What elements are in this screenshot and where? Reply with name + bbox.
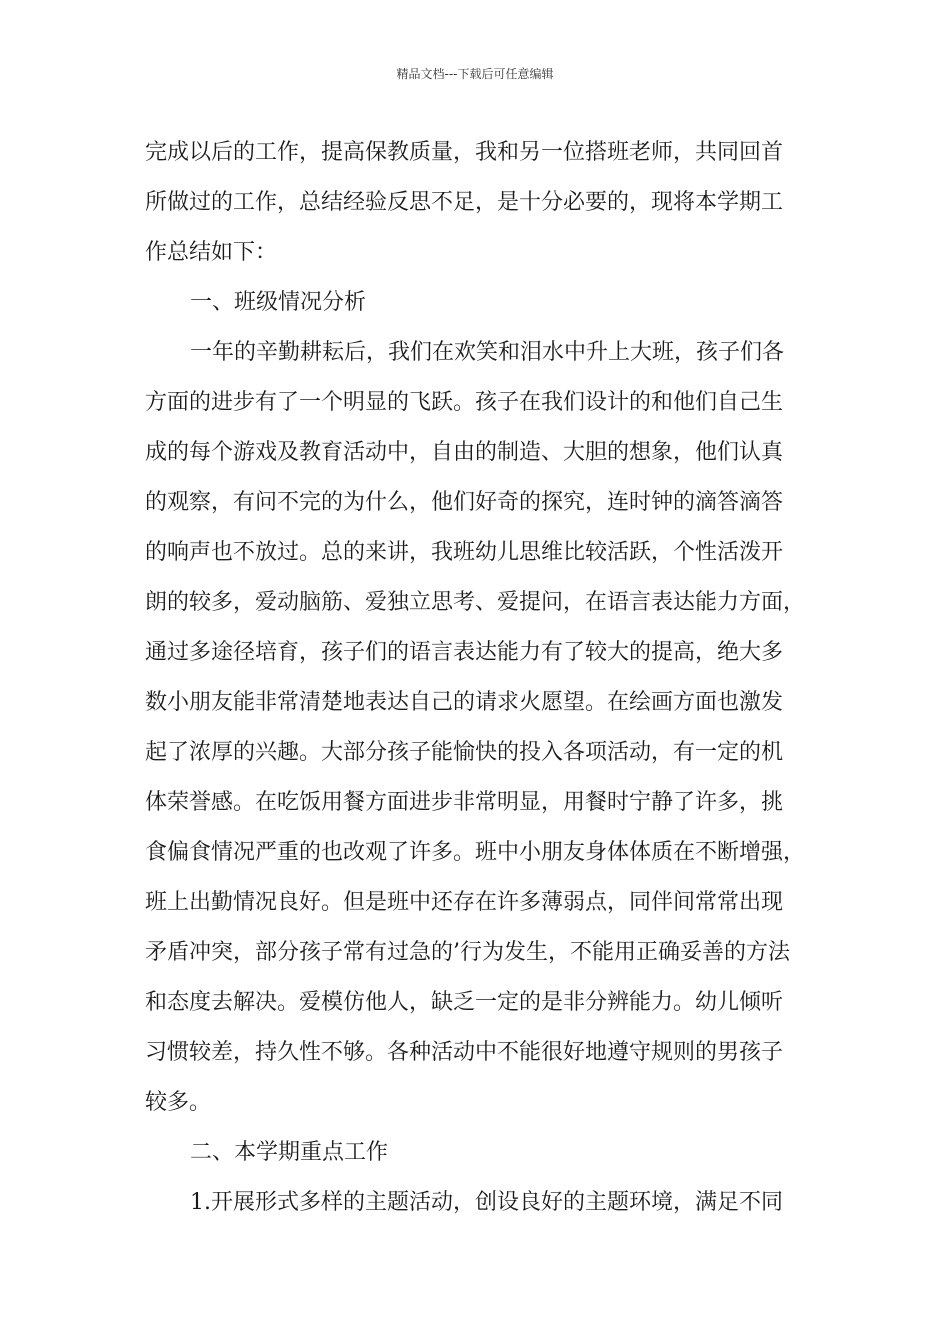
body-line: 通过多途径培育，孩子们的语言表达能力有了较大的提高，绝大多 <box>145 640 784 665</box>
body-line: 一年的辛勤耕耘后，我们在欢笑和泪水中升上大班，孩子们各 <box>190 340 785 365</box>
body-line: 和态度去解决。爱模仿他人，缺乏一定的是非分辨能力。幼儿倾听 <box>145 990 784 1015</box>
body-line: 数小朋友能非常清楚地表达自己的请求火愿望。在绘画方面也激发 <box>145 690 784 715</box>
body-line: 体荣誉感。在吃饭用餐方面进步非常明显，用餐时宁静了许多，挑 <box>145 790 784 815</box>
body-line: 起了浓厚的兴趣。大部分孩子能愉快的投入各项活动，有一定的机 <box>145 740 784 765</box>
body-line: 食偏食情况严重的也改观了许多。班中小朋友身体体质在不断增强， <box>145 840 806 865</box>
body-line: 习惯较差，持久性不够。各种活动中不能很好地遵守规则的男孩子 <box>145 1040 784 1065</box>
body-line: 1.开展形式多样的主题活动，创设良好的主题环境，满足不同 <box>190 1190 783 1215</box>
body-line: 作总结如下： <box>145 240 278 265</box>
section-heading: 一、班级情况分析 <box>190 290 367 315</box>
body-line: 的响声也不放过。总的来讲，我班幼儿思维比较活跃，个性活泼开 <box>145 540 784 565</box>
body-line: 矛盾冲突，部分孩子常有过急的’行为发生，不能用正确妥善的方法 <box>145 940 790 965</box>
body-line: 班上出勤情况良好。但是班中还存在许多薄弱点，同伴间常常出现 <box>145 890 784 915</box>
body-line: 朗的较多，爱动脑筋、爱独立思考、爱提问，在语言表达能力方面， <box>145 590 806 615</box>
body-line: 较多。 <box>145 1090 212 1115</box>
body-line: 方面的进步有了一个明显的飞跃。孩子在我们设计的和他们自己生 <box>145 390 784 415</box>
body-line: 的观察，有问不完的为什么，他们好奇的探究，连时钟的滴答滴答 <box>145 490 784 515</box>
section-heading: 二、本学期重点工作 <box>190 1140 389 1165</box>
page-header: 精品文档---下载后可任意编辑 <box>396 67 554 81</box>
body-line: 完成以后的工作，提高保教质量，我和另一位搭班老师，共同回首 <box>145 140 784 165</box>
body-line: 所做过的工作，总结经验反思不足，是十分必要的，现将本学期工 <box>145 190 784 215</box>
body-line: 成的每个游戏及教育活动中，自由的制造、大胆的想象，他们认真 <box>145 440 784 465</box>
